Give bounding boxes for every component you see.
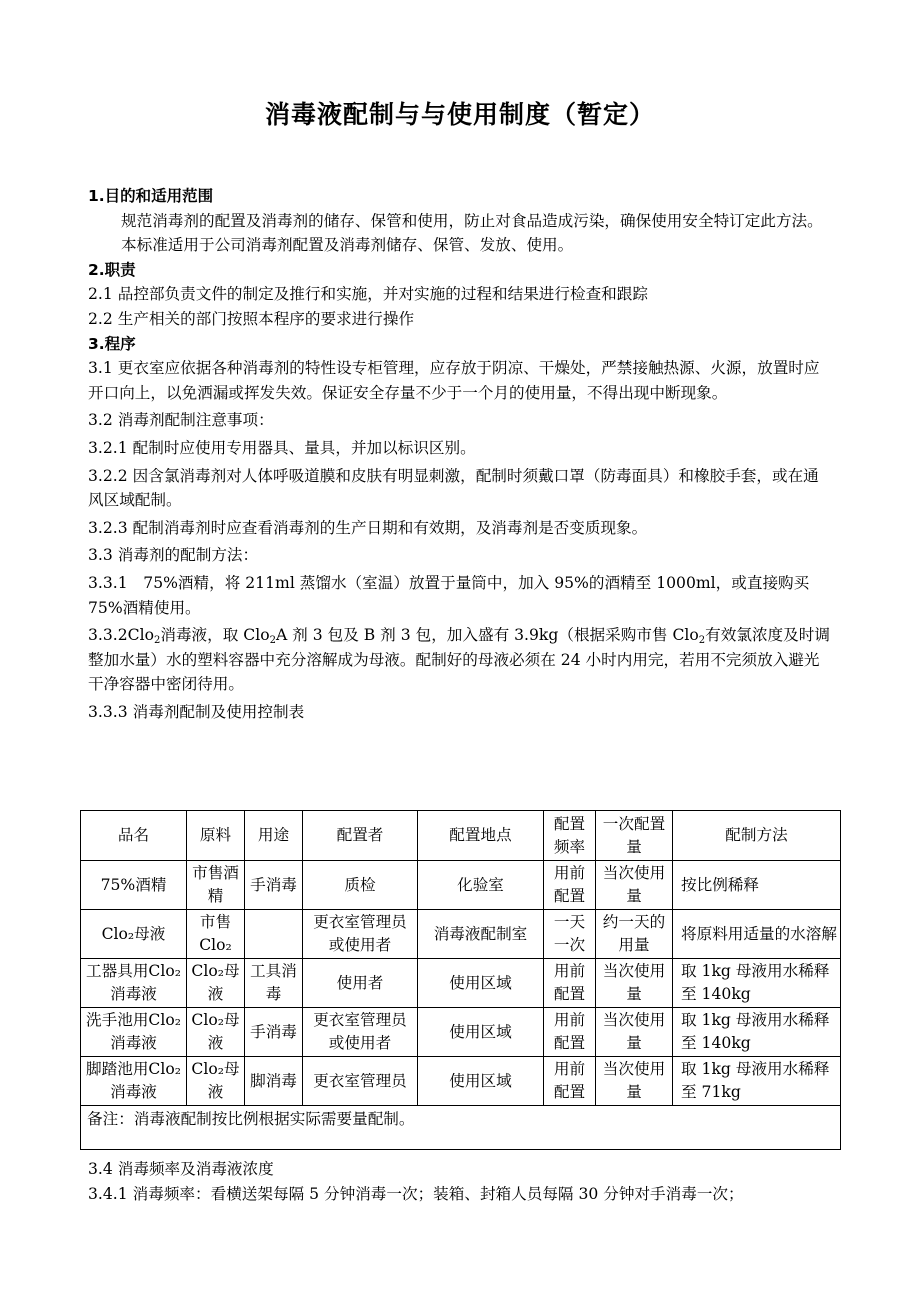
table-cell: 工具消毒 [245,959,303,1008]
header-cell: 品名 [81,811,187,861]
table-cell: Clo₂母液 [81,910,187,959]
table-row [81,861,841,910]
table-cell: 一天一次 [544,910,596,959]
s332-d: 2 [269,635,276,647]
s332-g: 有效氯浓度及时调整加水量）水的塑料容器中充分溶解成为母液。配制好的母液必须在 24 小时内用完，若用不完须放入避光干净容器中密闭待用。 [88,626,830,694]
table-cell: 当次使用量 [596,1057,673,1106]
table-cell: 脚踏池用Clo₂消毒液 [81,1057,187,1106]
s332-b: 2 [153,635,161,647]
section-3-2: 3.2 消毒剂配制注意事项： [88,411,274,430]
table-cell: 当次使用量 [596,861,673,910]
table-cell: 当次使用量 [596,959,673,1008]
header-cell: 一次配置量 [596,811,673,861]
s332-e: A 剂 3 包及 B 剂 3 包，加入盛有 3.9kg（根据采购市售 Clo [275,626,699,645]
table-cell: 市售Clo₂ [187,910,245,959]
table-row [81,910,841,959]
table-cell: 质检 [303,861,418,910]
table-row [81,1057,841,1106]
section-3-2-3: 3.2.3 配制消毒剂时应查看消毒剂的生产日期和有效期，及消毒剂是否变质现象。 [88,518,648,537]
section-3-2-2: 3.2.2 因含氯消毒剂对人体呼吸道膜和皮肤有明显刺激，配制时须戴口罩（防毒面具）和橡胶手套，或在通风区域配制。 [88,466,819,510]
table-cell: 更衣室管理员或使用者 [303,1008,418,1057]
table-header-row [81,811,841,861]
table-row [81,959,841,1008]
section-3-heading: 3.程序 [88,334,136,353]
table-cell: 更衣室管理员或使用者 [303,910,418,959]
table-cell: 化验室 [418,861,544,910]
table-cell: 更衣室管理员 [303,1057,418,1106]
document-title: 消毒液配制与与使用制度（暂定） [264,100,655,129]
header-cell: 配置地点 [418,811,544,861]
table-cell [245,910,303,959]
table-cell: 使用者 [303,959,418,1008]
section-2-heading: 2.职责 [88,260,136,279]
table-cell: 洗手池用Clo₂消毒液 [81,1008,187,1057]
header-cell: 配置者 [303,811,418,861]
table-cell: 使用区域 [418,1057,544,1106]
section-3-1: 3.1 更衣室应依据各种消毒剂的特性设专柜管理，应存放于阴凉、干燥处，严禁接触热源、火源，放置时应开口向上，以免洒漏或挥发失效。保证安全存量不少于一个月的使用量，不得出现中断现象。 [88,359,820,402]
section-2-2: 2.2 生产相关的部门按照本程序的要求进行操作 [88,309,415,328]
table-cell: Clo₂母液 [187,1008,245,1057]
section-1-heading: 1.目的和适用范围 [88,187,214,205]
table-cell: 当次使用量 [596,1008,673,1057]
table-cell: 手消毒 [245,861,303,910]
table-cell: 用前配置 [544,1008,596,1057]
table-cell: 75%酒精 [81,861,187,910]
section-1-paragraph-2: 本标准适用于公司消毒剂配置及消毒剂储存、保管、发放、使用。 [121,236,574,255]
header-cell: 配置频率 [544,811,596,861]
section-3-3: 3.3 消毒剂的配制方法： [88,546,259,565]
table-cell: 脚消毒 [245,1057,303,1106]
section-3-4-1: 3.4.1 消毒频率：看横送架每隔 5 分钟消毒一次；装箱、封箱人员每隔 30 分钟对手消毒一次； [88,1185,744,1203]
table-cell: Clo₂母液 [187,1057,245,1106]
table-cell: 取 1kg 母液用水稀释至 140kg [673,1008,841,1057]
table-cell: 约一天的用量 [596,910,673,959]
table-cell: 取 1kg 母液用水稀释至 140kg [673,959,841,1008]
s332-a: 3.3.2Clo [88,626,154,645]
table-note: 备注：消毒液配制按比例根据实际需要量配制。 [81,1106,841,1150]
table-cell: 使用区域 [418,1008,544,1057]
header-cell: 配制方法 [673,811,841,861]
table-cell: 手消毒 [245,1008,303,1057]
table-cell: 将原料用适量的水溶解 [673,910,841,959]
table-cell: 使用区域 [418,959,544,1008]
table-cell: 按比例稀释 [673,861,841,910]
section-1-paragraph-1: 规范消毒剂的配置及消毒剂的储存、保管和使用，防止对食品造成污染，确保使用安全特订定此方法。 [121,211,823,230]
section-3-3-3: 3.3.3 消毒剂配制及使用控制表 [88,702,305,721]
section-3-3-2 [88,623,833,697]
s332-c: 消毒液，取 Clo [160,626,270,645]
table-cell: 工器具用Clo₂消毒液 [81,959,187,1008]
header-cell: 用途 [245,811,303,861]
table-cell: 用前配置 [544,861,596,910]
table-cell: 取 1kg 母液用水稀释至 71kg [673,1057,841,1106]
table-cell: Clo₂母液 [187,959,245,1008]
table-cell: 消毒液配制室 [418,910,544,959]
section-3-3-1: 3.3.1 75%酒精，将 211ml 蒸馏水（室温）放置于量筒中，加入 95%的酒精至 1000ml，或直接购买 75%酒精使用。 [88,573,810,617]
section-2-1: 2.1 品控部负责文件的制定及推行和实施，并对实施的过程和结果进行检查和跟踪 [88,285,648,304]
section-3-2-1: 3.2.1 配制时应使用专用器具、量具，并加以标识区别。 [88,438,476,457]
s332-f: 2 [698,635,706,647]
table-row [81,1008,841,1057]
table-note-row [81,1106,841,1150]
table-cell: 市售酒精 [187,861,245,910]
table-cell: 用前配置 [544,1057,596,1106]
section-3-4: 3.4 消毒频率及消毒液浓度 [88,1160,274,1178]
disinfectant-control-table [80,810,841,1150]
document-continuation [88,1157,848,1207]
header-cell: 原料 [187,811,245,861]
table-cell: 用前配置 [544,959,596,1008]
document-body [88,184,833,724]
